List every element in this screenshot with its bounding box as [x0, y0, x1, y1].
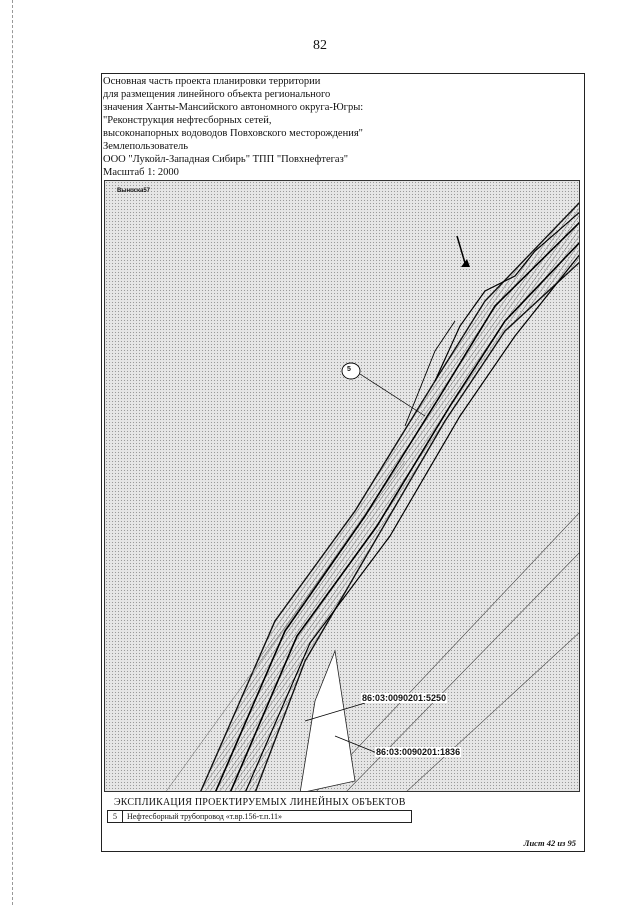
title-line: Основная часть проекта планировки территории [103, 76, 321, 87]
pipeline-line [245, 253, 580, 792]
north-arrow-head [461, 259, 470, 267]
explication-text: Нефтесборный трубопровод «т.вр.156-т.п.11» [127, 812, 283, 821]
land-user-name: ООО "Лукойл-Западная Сибирь" ТПП "Повхнефтегаз" [103, 154, 349, 165]
explication-row [107, 810, 412, 823]
clear-area [300, 651, 355, 792]
title-line: высоконапорных водоводов Повховского месторождения" [103, 128, 363, 139]
map-drawing [105, 181, 580, 792]
north-arrow [457, 236, 465, 263]
parcel-label: 86:03:0090201:5250 [362, 693, 447, 703]
parcel-line [405, 631, 580, 792]
leader-line [360, 374, 425, 416]
land-user-label: Землепользователь [103, 141, 189, 152]
explication-num: 5 [108, 811, 123, 822]
object-marker: 5 [347, 366, 351, 373]
scan-edge [12, 0, 13, 905]
scale-label: Масштаб 1: 2000 [103, 167, 179, 178]
planning-map [104, 180, 580, 792]
title-block [103, 75, 403, 179]
page-number: 82 [313, 38, 327, 53]
title-line: "Реконструкция нефтесборных сетей, [103, 115, 272, 126]
callout-label: Выноска57 [117, 188, 151, 194]
parcel-label: 86:03:0090201:1836 [376, 747, 461, 757]
title-line: значения Ханты-Мансийского автономного округа-Югры: [103, 102, 364, 113]
sheet-number: Лист 42 из 95 [523, 838, 576, 848]
corridor-hatch [200, 201, 580, 792]
title-line: для размещения линейного объекта регионального [103, 89, 331, 100]
object-marker-circle [342, 363, 360, 379]
explication-title: ЭКСПЛИКАЦИЯ ПРОЕКТИРУЕМЫХ ЛИНЕЙНЫХ ОБЪЕКТОВ [114, 797, 406, 808]
